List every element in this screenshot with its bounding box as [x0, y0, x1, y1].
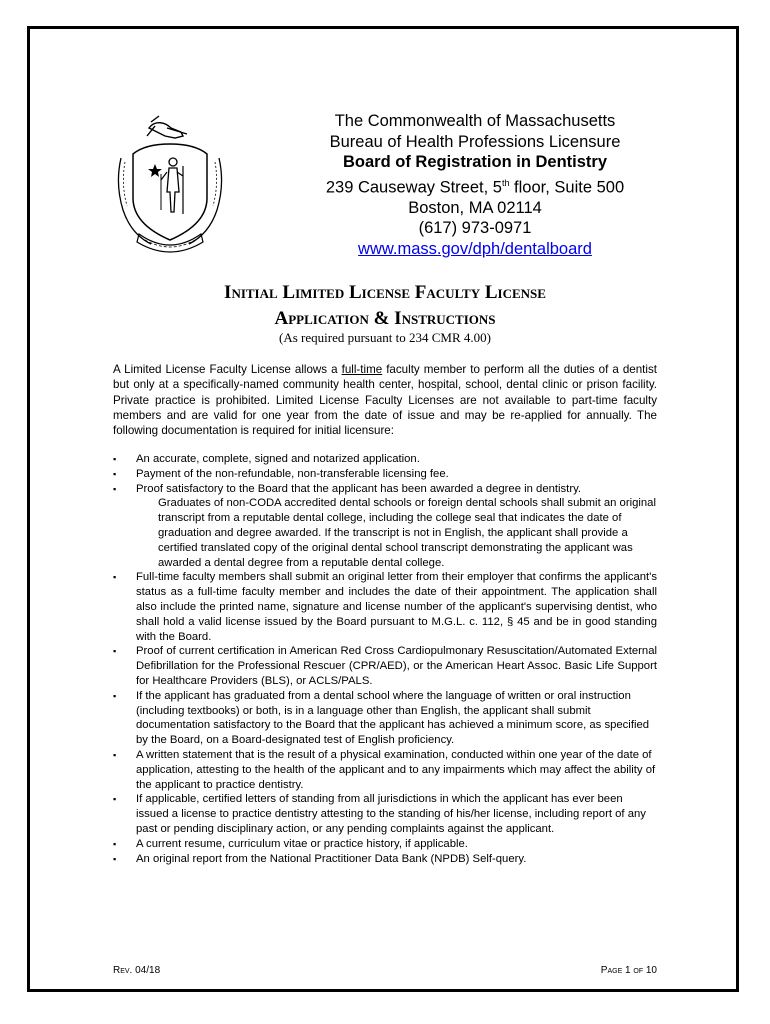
massachusetts-seal-icon [111, 114, 229, 254]
bullet-icon: ▪ [113, 483, 117, 494]
full-time-emphasis: full-time [341, 363, 383, 376]
intro-paragraph: A Limited License Faculty License allows a full-time faculty member to perform all the duties of a dentist but only at a specifically-named community health center, hospital, school, dental clinic or prison facility. Private practice is prohibited. Limited License Faculty Licenses are not available to part-time faculty members and are valid for one year from the date of issue and may be re-applied for annually. The following documentation is required for initial licensure: [113, 363, 657, 438]
bullet-icon: ▪ [113, 838, 117, 849]
board-website-link[interactable]: www.mass.gov/dph/dentalboard [358, 239, 592, 258]
city-state-zip: Boston, MA 02114 [408, 198, 542, 217]
letterhead [300, 111, 650, 259]
bullet-icon: ▪ [113, 646, 117, 657]
board-name: Board of Registration in Dentistry [342, 153, 608, 171]
street-address: 239 Causeway Street, 5th floor, Suite 500 [325, 177, 625, 196]
list-item: ▪ Payment of the non-refundable, non-transferable licensing fee. [113, 467, 449, 480]
title-line-1: Initial Limited License Faculty License [224, 282, 546, 303]
foreign-graduate-note: Graduates of non-CODA accredited dental schools or foreign dental schools shall submit an original transcript from a reputable dental college, including the college seal that indicates the date of graduation and degree awarded. If the transcript is not in English, the applicant shall provide a certified translated copy of the original dental school transcript demonstrating the applicant was awarded a dental degree from a reputable dental college. [158, 497, 656, 569]
phone-number: (617) 973-0971 [418, 219, 532, 237]
bullet-icon: ▪ [113, 794, 117, 805]
list-item: ▪ If applicable, certified letters of standing from all jurisdictions in which the applicant has ever been issued a license to practice dentistry attesting to the standing of his/her license, including report of any past or pending disciplinary action, or any pending complaints against the applicant. [113, 793, 646, 835]
requirements-list [113, 452, 657, 866]
revision-date: Rev. 04/18 [113, 965, 161, 976]
bullet-icon: ▪ [113, 468, 117, 479]
bullet-icon: ▪ [113, 690, 117, 701]
page-number: Page 1 of 10 [600, 965, 657, 976]
bullet-icon: ▪ [113, 853, 117, 864]
list-item: ▪ An original report from the National Practitioner Data Bank (NPDB) Self-query. [113, 852, 527, 865]
list-item: ▪ A written statement that is the result of a physical examination, conducted within one year of the date of application, attesting to the health of the applicant and to any impairments which may affect the ability of the applicant to practice dentistry. [113, 748, 656, 791]
list-item: ▪ Proof of current certification in American Red Cross Cardiopulmonary Resuscitation/Automated External Defibrillation for the Professional Rescuer (CPR/AED), or the American Heart Assoc. Basic Life Support for Healthcare Providers (BLS), or ACLS/PALS. [113, 645, 657, 687]
list-item: ▪ An accurate, complete, signed and notarized application. [113, 453, 420, 465]
bureau-name: Bureau of Health Professions Licensure [329, 132, 621, 151]
bullet-icon: ▪ [113, 454, 117, 464]
bullet-icon: ▪ [113, 749, 117, 760]
commonwealth-name: The Commonwealth of Massachusetts [334, 112, 616, 130]
regulation-reference: (As required pursuant to 234 CMR 4.00) [279, 330, 491, 345]
list-item: ▪ Proof satisfactory to the Board that the applicant has been awarded a degree in dentistry. Graduates of non-CODA accredited dental schools or foreign dental schools shall submit an original transcript from a reputable dental college, including the college seal that indicates the date of graduation and degree awarded. If the transcript is not in English, the applicant shall provide a certified translated copy of the original dental school transcript demonstrating the applicant was awarded a dental degree from a reputable dental college. [113, 482, 656, 569]
document-title [110, 280, 660, 332]
list-item: ▪ Full-time faculty members shall submit an original letter from their employer that confirms the applicant's status as a full-time faculty member and includes the date of their appointment. The application shall also include the printed name, signature and license number of the applicant's supervising dentist, who shall hold a valid license issued by the Board pursuant to M.G.L. c. 112, § 45 and be in good standing with the Board. [113, 571, 657, 643]
title-line-2: Application & Instructions [274, 308, 496, 329]
bullet-icon: ▪ [113, 572, 117, 583]
list-item: ▪ A current resume, curriculum vitae or practice history, if applicable. [113, 837, 468, 850]
list-item: ▪ If the applicant has graduated from a dental school where the language of written or oral instruction (including textbooks) or both, is in a language other than English, the applicant shall submit documentation satisfactory to the Board that the applicant has achieved a minimum score, as specified by the Board, on a Board-designated test of English proficiency. [113, 689, 650, 747]
